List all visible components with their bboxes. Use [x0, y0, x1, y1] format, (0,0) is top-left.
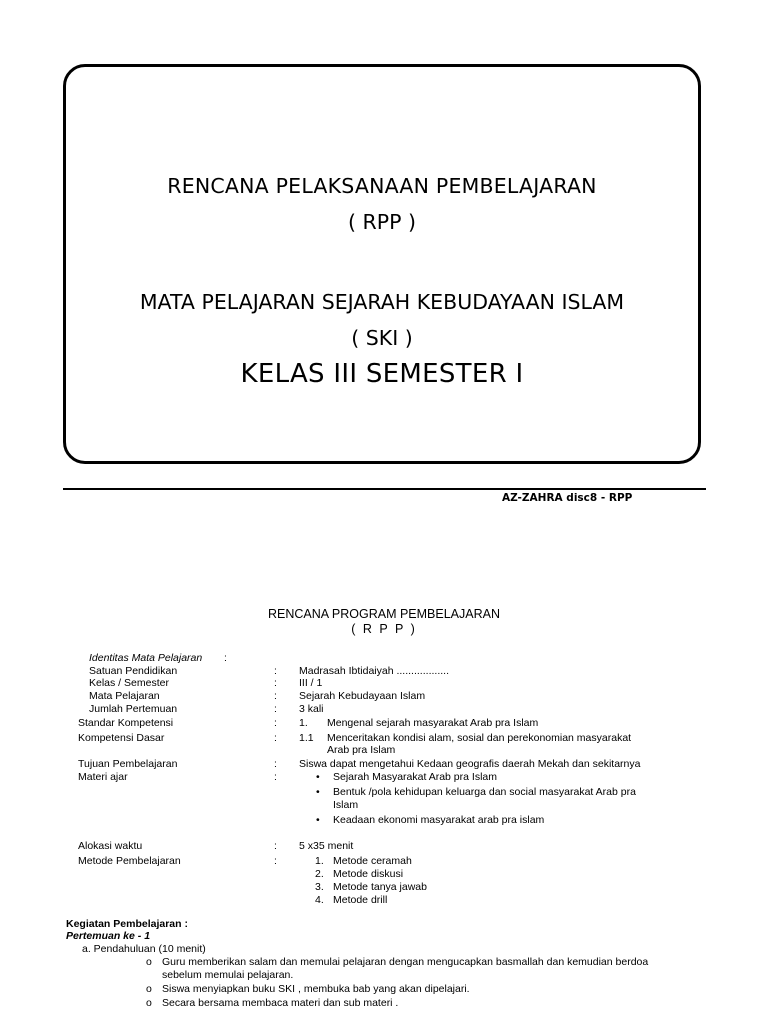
- cover-frame: [63, 64, 701, 464]
- kegiatan-heading: Kegiatan Pembelajaran :: [66, 918, 188, 930]
- alokasi-value: 5 x35 menit: [299, 840, 354, 852]
- sk-label: Standar Kompetensi: [78, 717, 174, 729]
- activity-line-2: Siswa menyiapkan buku SKI , membuka bab yang akan dipelajari.: [162, 983, 470, 995]
- jumlah-label: Jumlah Pertemuan: [89, 703, 178, 715]
- sk-value: Mengenal sejarah masyarakat Arab pra Islam: [327, 717, 539, 729]
- cover-subject-abbrev: ( SKI ): [351, 326, 413, 350]
- cover-subject: MATA PELAJARAN SEJARAH KEBUDAYAAN ISLAM: [139, 290, 625, 314]
- bullet-icon: •: [316, 786, 320, 798]
- cover-title: RENCANA PELAKSANAAN PEMBELAJARAN: [167, 174, 597, 198]
- tujuan-label: Tujuan Pembelajaran: [78, 758, 178, 770]
- kd-number: 1.1: [299, 732, 314, 744]
- identitas-label: Identitas Mata Pelajaran: [89, 652, 203, 664]
- metode-item: Metode diskusi: [333, 868, 404, 880]
- colon: :: [274, 690, 277, 702]
- sub-bullet-icon: o: [146, 997, 152, 1009]
- sub-bullet-icon: o: [146, 983, 152, 995]
- colon: :: [274, 771, 277, 783]
- footer-tag: AZ-ZAHRA disc8 - RPP: [502, 492, 633, 504]
- activity-line-3: Secara bersama membaca materi dan sub materi .: [162, 997, 399, 1009]
- materi-item-3: Keadaan ekonomi masyarakat arab pra islam: [333, 814, 545, 826]
- cover-class-semester: KELAS III SEMESTER I: [240, 359, 524, 389]
- materi-item-2-line1: Bentuk /pola kehidupan keluarga dan social masyarakat Arab pra: [333, 786, 636, 798]
- alokasi-label: Alokasi waktu: [78, 840, 143, 852]
- metode-label: Metode Pembelajaran: [78, 855, 181, 867]
- metode-item: Metode drill: [333, 894, 388, 906]
- metode-number: 2.: [315, 868, 324, 880]
- jumlah-value: 3 kali: [299, 703, 324, 715]
- sk-number: 1.: [299, 717, 308, 729]
- colon: :: [274, 717, 277, 729]
- footer-divider: [63, 488, 706, 490]
- rpp-title: RENCANA PROGRAM PEMBELAJARAN: [268, 607, 500, 621]
- colon: :: [274, 677, 277, 689]
- kd-value-line2: Arab pra Islam: [327, 744, 396, 756]
- bullet-icon: •: [316, 771, 320, 783]
- satuan-label: Satuan Pendidikan: [89, 665, 178, 677]
- colon: :: [274, 840, 277, 852]
- materi-label: Materi ajar: [78, 771, 128, 783]
- pertemuan-heading: Pertemuan ke - 1: [66, 930, 151, 942]
- metode-item: Metode tanya jawab: [333, 881, 427, 893]
- kelas-value: III / 1: [299, 677, 323, 689]
- tujuan-value: Siswa dapat mengetahui Kedaan geografis daerah Mekah dan sekitarnya: [299, 758, 641, 770]
- colon: :: [274, 732, 277, 744]
- kd-label: Kompetensi Dasar: [78, 732, 165, 744]
- kelas-label: Kelas / Semester: [89, 677, 169, 689]
- materi-item-2-line2: Islam: [333, 799, 359, 811]
- pendahuluan-item: a. Pendahuluan (10 menit): [82, 943, 206, 955]
- colon: :: [274, 703, 277, 715]
- mapel-value: Sejarah Kebudayaan Islam: [299, 690, 426, 702]
- colon: :: [274, 665, 277, 677]
- metode-number: 3.: [315, 881, 324, 893]
- rpp-subtitle: ( R P P ): [351, 622, 417, 636]
- kd-value-line1: Menceritakan kondisi alam, sosial dan perekonomian masyarakat: [327, 732, 632, 744]
- satuan-value: Madrasah Ibtidaiyah ..................: [299, 665, 449, 677]
- metode-number: 4.: [315, 894, 324, 906]
- metode-number: 1.: [315, 855, 324, 867]
- metode-item: Metode ceramah: [333, 855, 412, 867]
- sub-bullet-icon: o: [146, 956, 152, 968]
- activity-line-1b: sebelum memulai pelajaran.: [162, 969, 294, 981]
- mapel-label: Mata Pelajaran: [89, 690, 160, 702]
- colon: :: [274, 855, 277, 867]
- bullet-icon: •: [316, 814, 320, 826]
- identitas-colon: :: [224, 652, 227, 664]
- colon: :: [274, 758, 277, 770]
- materi-item-1: Sejarah Masyarakat Arab pra Islam: [333, 771, 497, 783]
- cover-title-abbrev: ( RPP ): [348, 210, 416, 234]
- activity-line-1a: Guru memberikan salam dan memulai pelajaran dengan mengucapkan basmallah dan kemudian berdoa: [162, 956, 649, 968]
